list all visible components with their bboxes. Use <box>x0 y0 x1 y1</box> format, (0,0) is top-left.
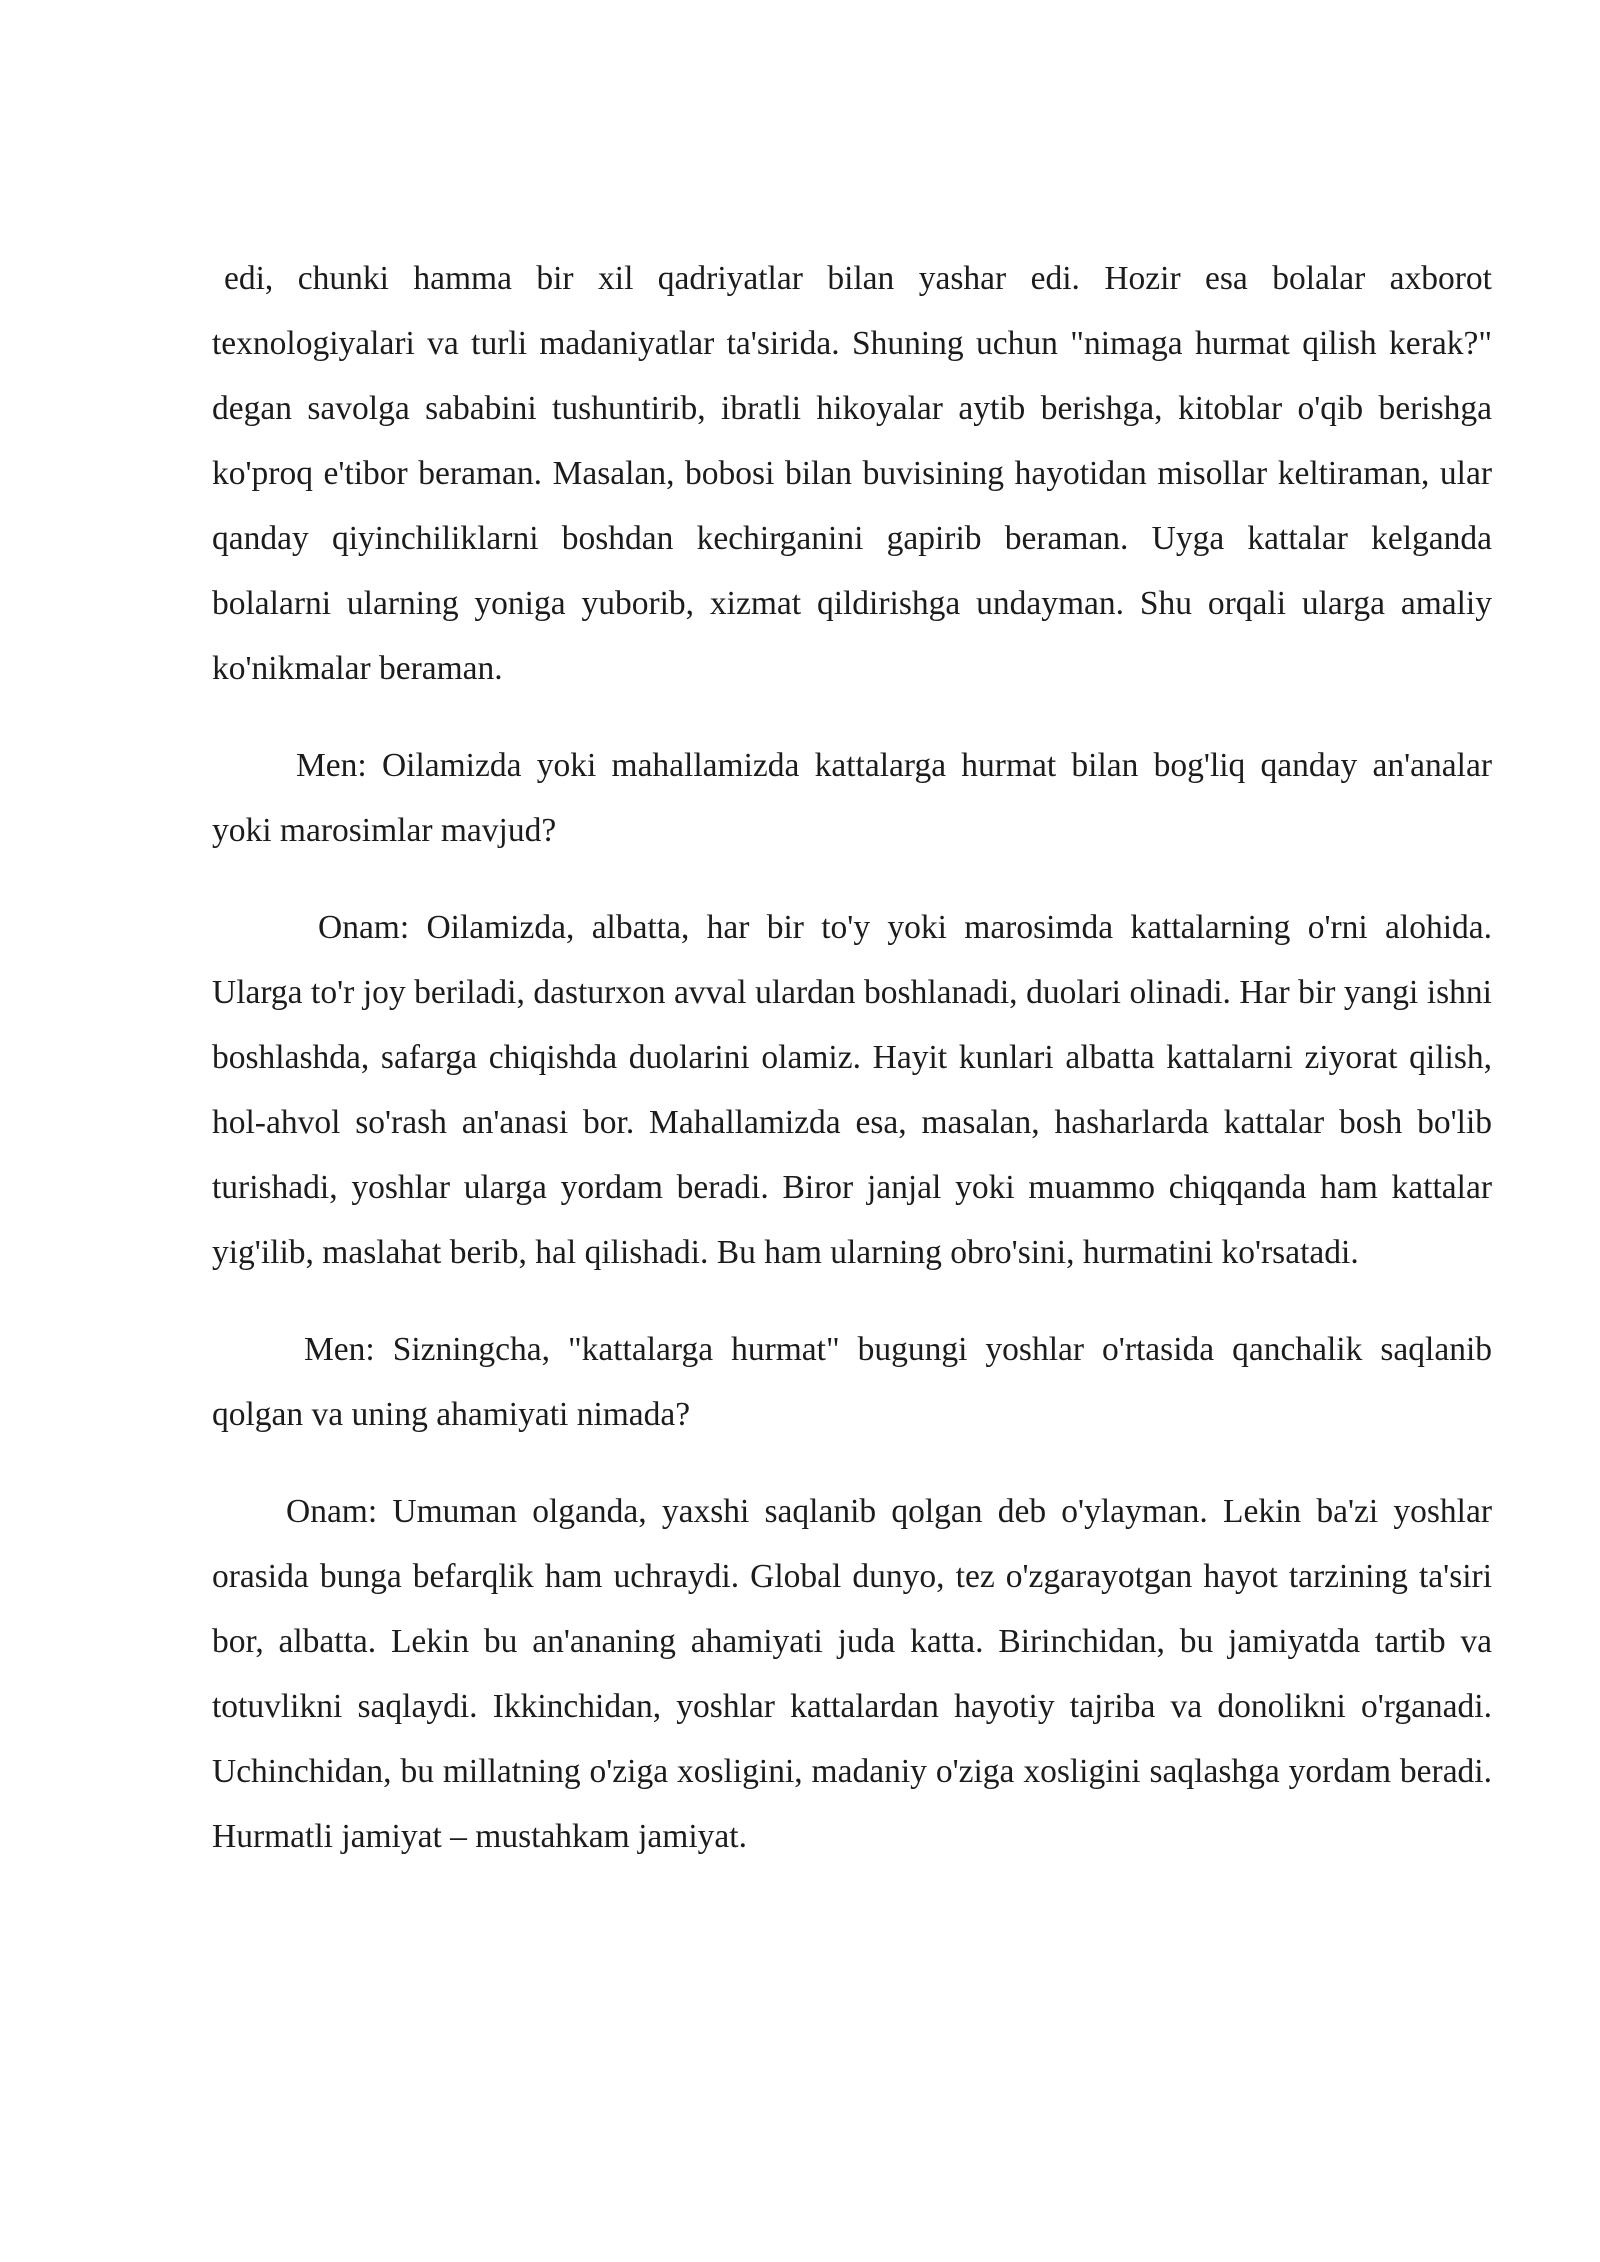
document-body <box>212 246 1492 1869</box>
paragraph-question-traditions: Men: Oilamizda yoki mahallamizda kattalarga hurmat bilan bog'liq qanday an'analar yoki marosimlar mavjud? <box>212 747 1492 849</box>
paragraph-answer-traditions: Onam: Oilamizda, albatta, har bir to'y yoki marosimda kattalarning o'rni alohida. Ularga to'r joy beriladi, dasturxon avval ulardan boshlanadi, duolari olinadi. Har bir yangi ishni boshlashda, safarga chiqishda duolarini olamiz. Hayit kunlari albatta kattalarni ziyorat qilish, hol-ahvol so'rash an'anasi bor. Mahallamizda esa, masalan, hasharlarda kattalar bosh bo'lib turishadi, yoshlar ularga yordam beradi. Biror janjal yoki muammo chiqqanda ham kattalar yig'ilib, maslahat berib, hal qilishadi. Bu ham ularning obro'sini, hurmatini ko'rsatadi. <box>212 909 1492 1271</box>
paragraph-question-youth: Men: Sizningcha, "kattalarga hurmat" bugungi yoshlar o'rtasida qanchalik saqlanib qolgan va uning ahamiyati nimada? <box>212 1331 1492 1433</box>
paragraph-answer-youth: Onam: Umuman olganda, yaxshi saqlanib qolgan deb o'ylayman. Lekin ba'zi yoshlar orasida bunga befarqlik ham uchraydi. Global dunyo, tez o'zgarayotgan hayot tarzining ta'siri bor, albatta. Lekin bu an'ananing ahamiyati juda katta. Birinchidan, bu jamiyatda tartib va totuvlikni saqlaydi. Ikkinchidan, yoshlar kattalardan hayotiy tajriba va donolikni o'rganadi. Uchinchidan, bu millatning o'ziga xosligini, madaniy o'ziga xosligini saqlashga yordam beradi. Hurmatli jamiyat – mustahkam jamiyat. <box>212 1493 1492 1855</box>
paragraph-continuation: edi, chunki hamma bir xil qadriyatlar bilan yashar edi. Hozir esa bolalar axborot texnologiyalari va turli madaniyatlar ta'sirida. Shuning uchun "nimaga hurmat qilish kerak?" degan savolga sababini tushuntirib, ibratli hikoyalar aytib berishga, kitoblar o'qib berishga ko'proq e'tibor beraman. Masalan, bobosi bilan buvisining hayotidan misollar keltiraman, ular qanday qiyinchiliklarni boshdan kechirganini gapirib beraman. Uyga kattalar kelganda bolalarni ularning yoniga yuborib, xizmat qildirishga undayman. Shu orqali ularga amaliy ko'nikmalar beraman. <box>212 260 1492 687</box>
